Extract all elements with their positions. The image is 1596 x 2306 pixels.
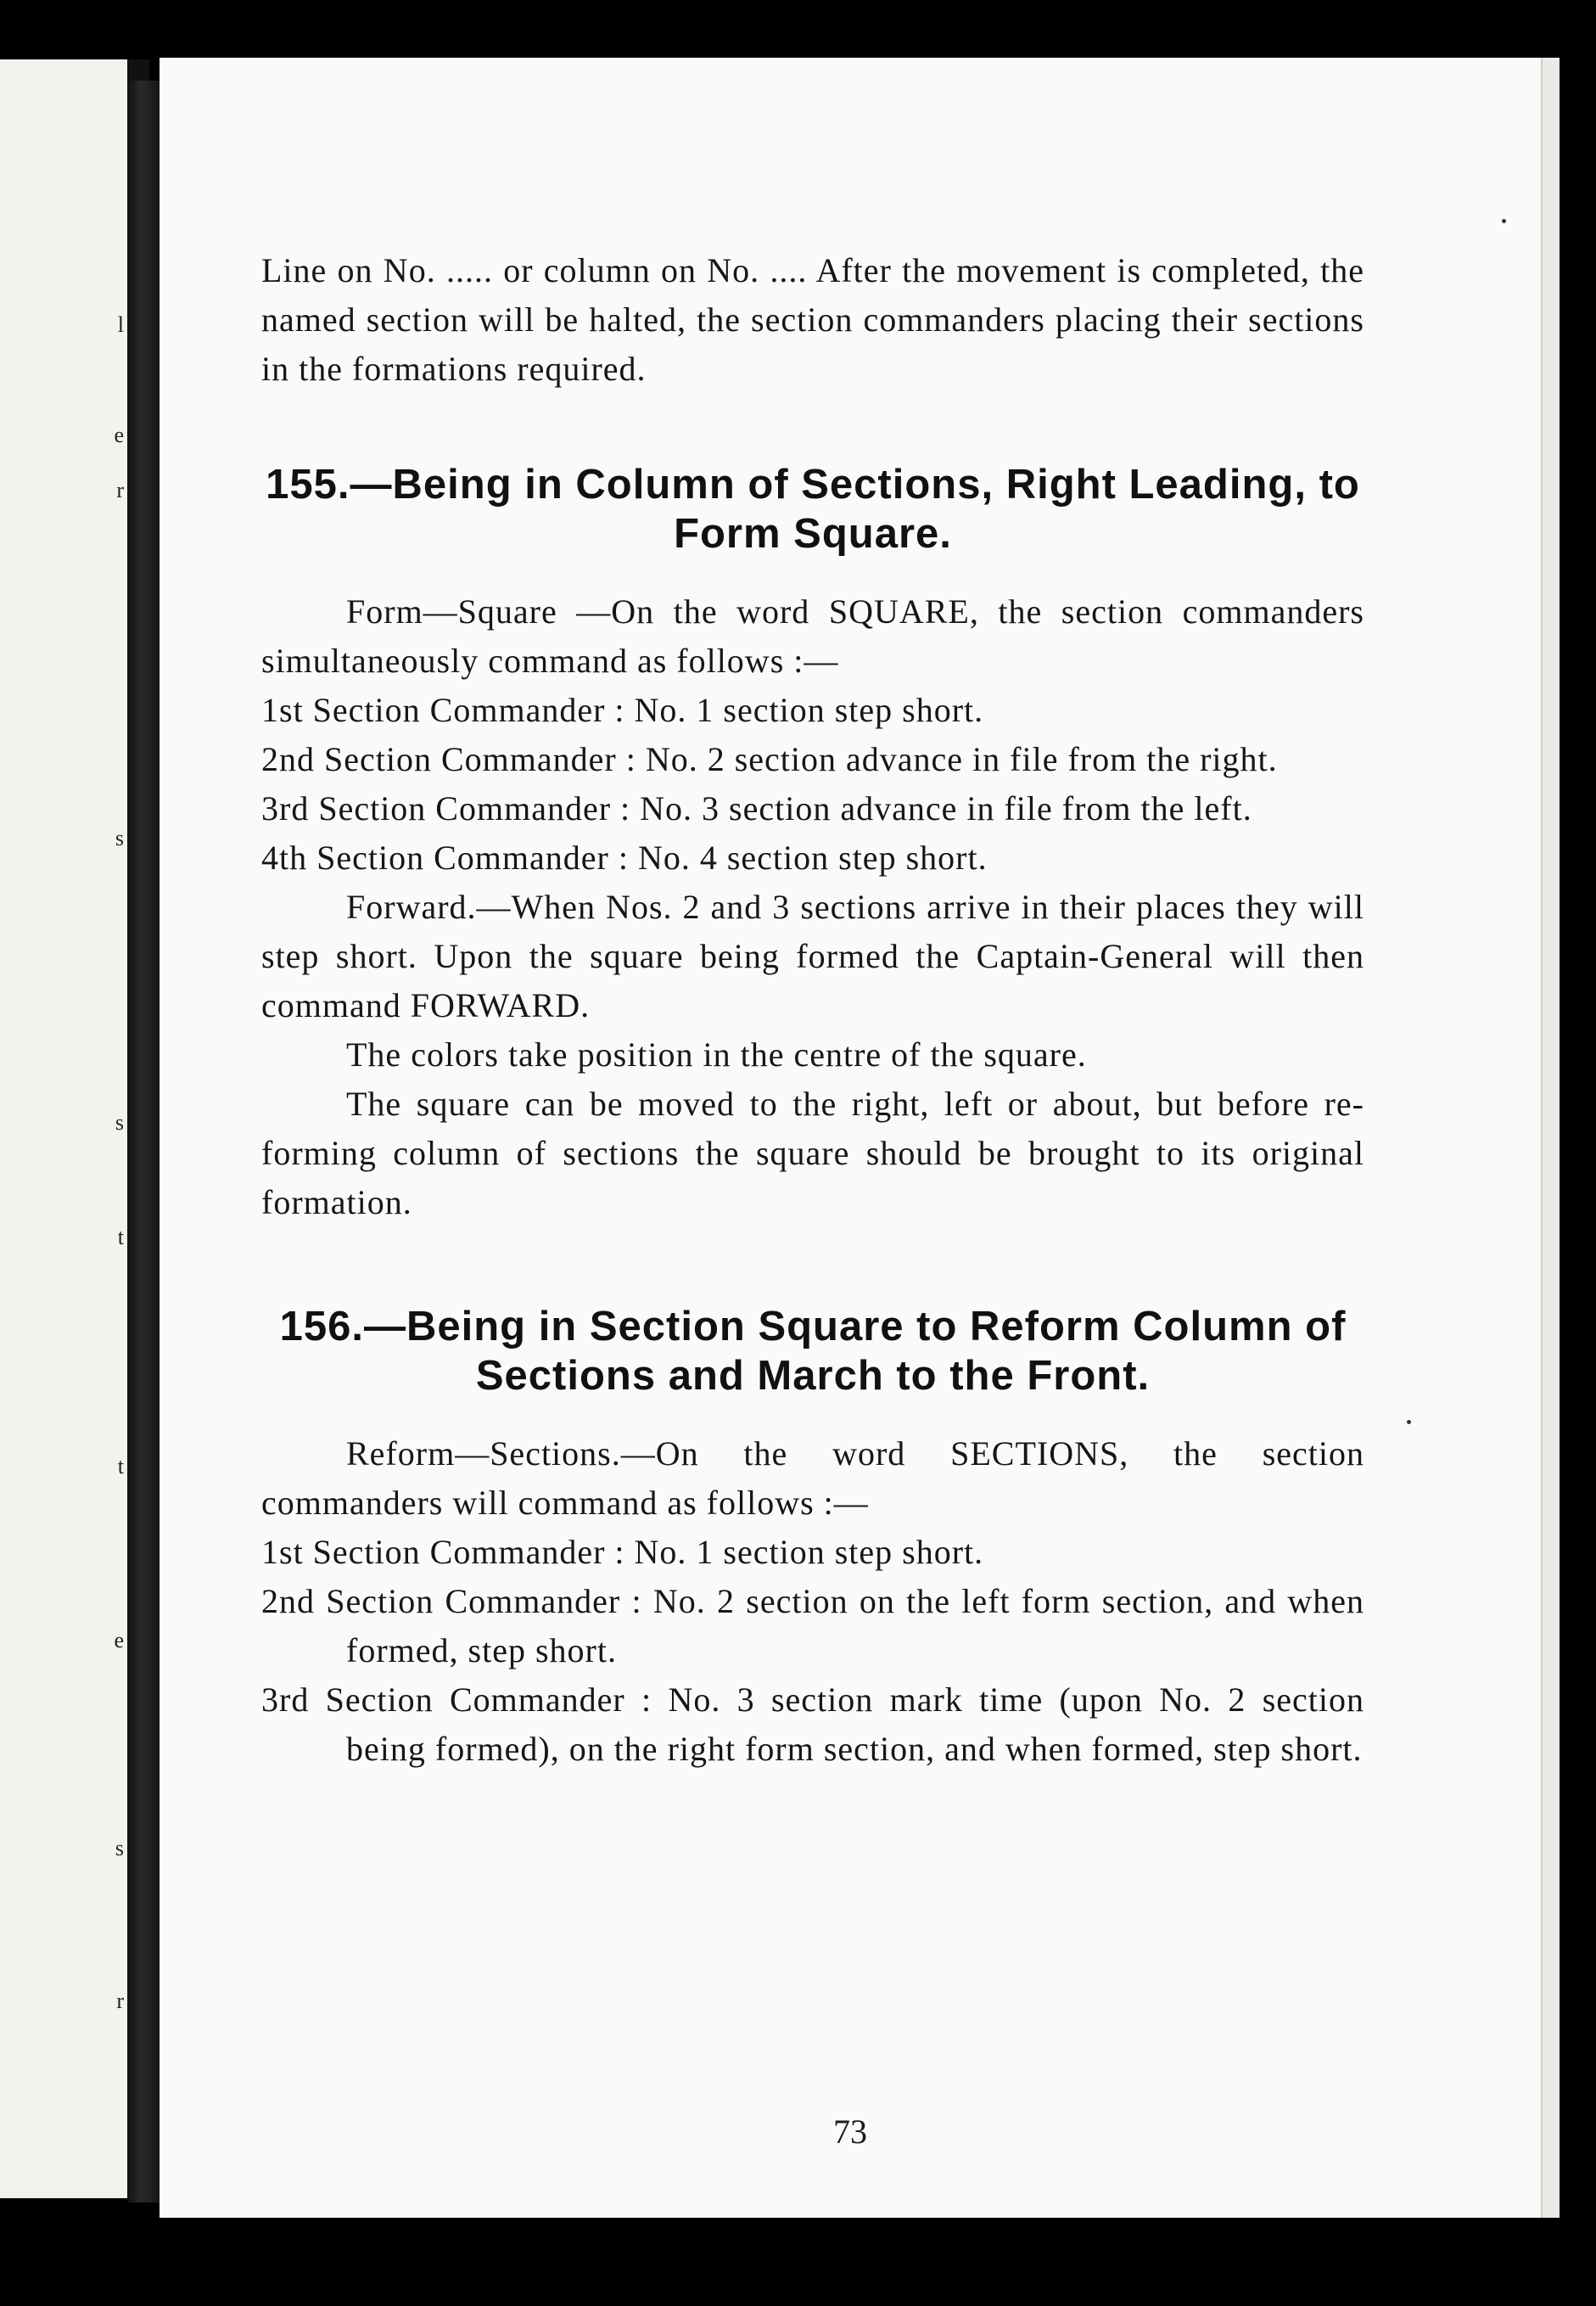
left-edge-mark: s (115, 1836, 124, 1860)
section-156-item: 2nd Section Commander : No. 2 section on the left form section, and when formed, step short. (261, 1582, 1364, 1669)
page-content (261, 246, 1364, 1774)
book-gutter (127, 81, 161, 2202)
book-page (160, 58, 1541, 2218)
section-155-item: 2nd Section Commander : No. 2 section advance in file from the right. (261, 740, 1278, 778)
left-edge-mark: r (116, 478, 124, 502)
left-edge-mark: s (115, 1110, 124, 1135)
section-156-paragraph: Reform—Sections.—On the word SECTIONS, the section commanders will command as follows :— (261, 1434, 1364, 1522)
section-155-item: 3rd Section Commander : No. 3 section advance in file from the left. (261, 789, 1252, 828)
section-155-paragraph: The square can be moved to the right, left or about, but before re-forming column of sections the square should be brought to its original formation. (261, 1085, 1364, 1221)
section-155-item: 1st Section Commander : No. 1 section step short. (261, 691, 984, 729)
left-edge-mark: e (114, 423, 124, 447)
left-edge-mark: r (116, 1989, 124, 2013)
section-155-paragraph: Form—Square —On the word SQUARE, the section commanders simultaneously command as follows :— (261, 592, 1364, 680)
section-155-paragraph: Forward.—When Nos. 2 and 3 sections arrive in their places they will step short. Upon the square being formed the Captain-General will then command FORWARD. (261, 888, 1364, 1024)
left-edge-mark: e (114, 1628, 124, 1652)
section-155-paragraph: The colors take position in the centre of the square. (346, 1035, 1087, 1074)
section-156-item: 3rd Section Commander : No. 3 section mark time (upon No. 2 section being formed), on the right form section, and when formed, step short. (261, 1680, 1364, 1768)
left-edge-mark: s (115, 826, 124, 850)
left-edge-mark: t (117, 1454, 124, 1478)
section-155-item: 4th Section Commander : No. 4 section step short. (261, 839, 988, 877)
section-156-heading: 156.—Being in Section Square to Reform Column of Sections and March to the Front. (279, 1304, 1347, 1399)
left-edge-mark: t (117, 1225, 124, 1249)
print-speck (1502, 219, 1506, 223)
section-155-heading: 155.—Being in Column of Sections, Right Leading, to Form Square. (266, 462, 1360, 557)
left-edge-mark: l (117, 312, 124, 337)
print-speck (1407, 1420, 1411, 1424)
page-number: 73 (833, 2112, 867, 2151)
section-156-item: 1st Section Commander : No. 1 section step short. (261, 1533, 984, 1571)
intro-paragraph: Line on No. ..... or column on No. .... After the movement is completed, the named section will be halted, the section commanders placing their sections in the formations required. (261, 251, 1364, 388)
page-edge (1541, 58, 1560, 2218)
